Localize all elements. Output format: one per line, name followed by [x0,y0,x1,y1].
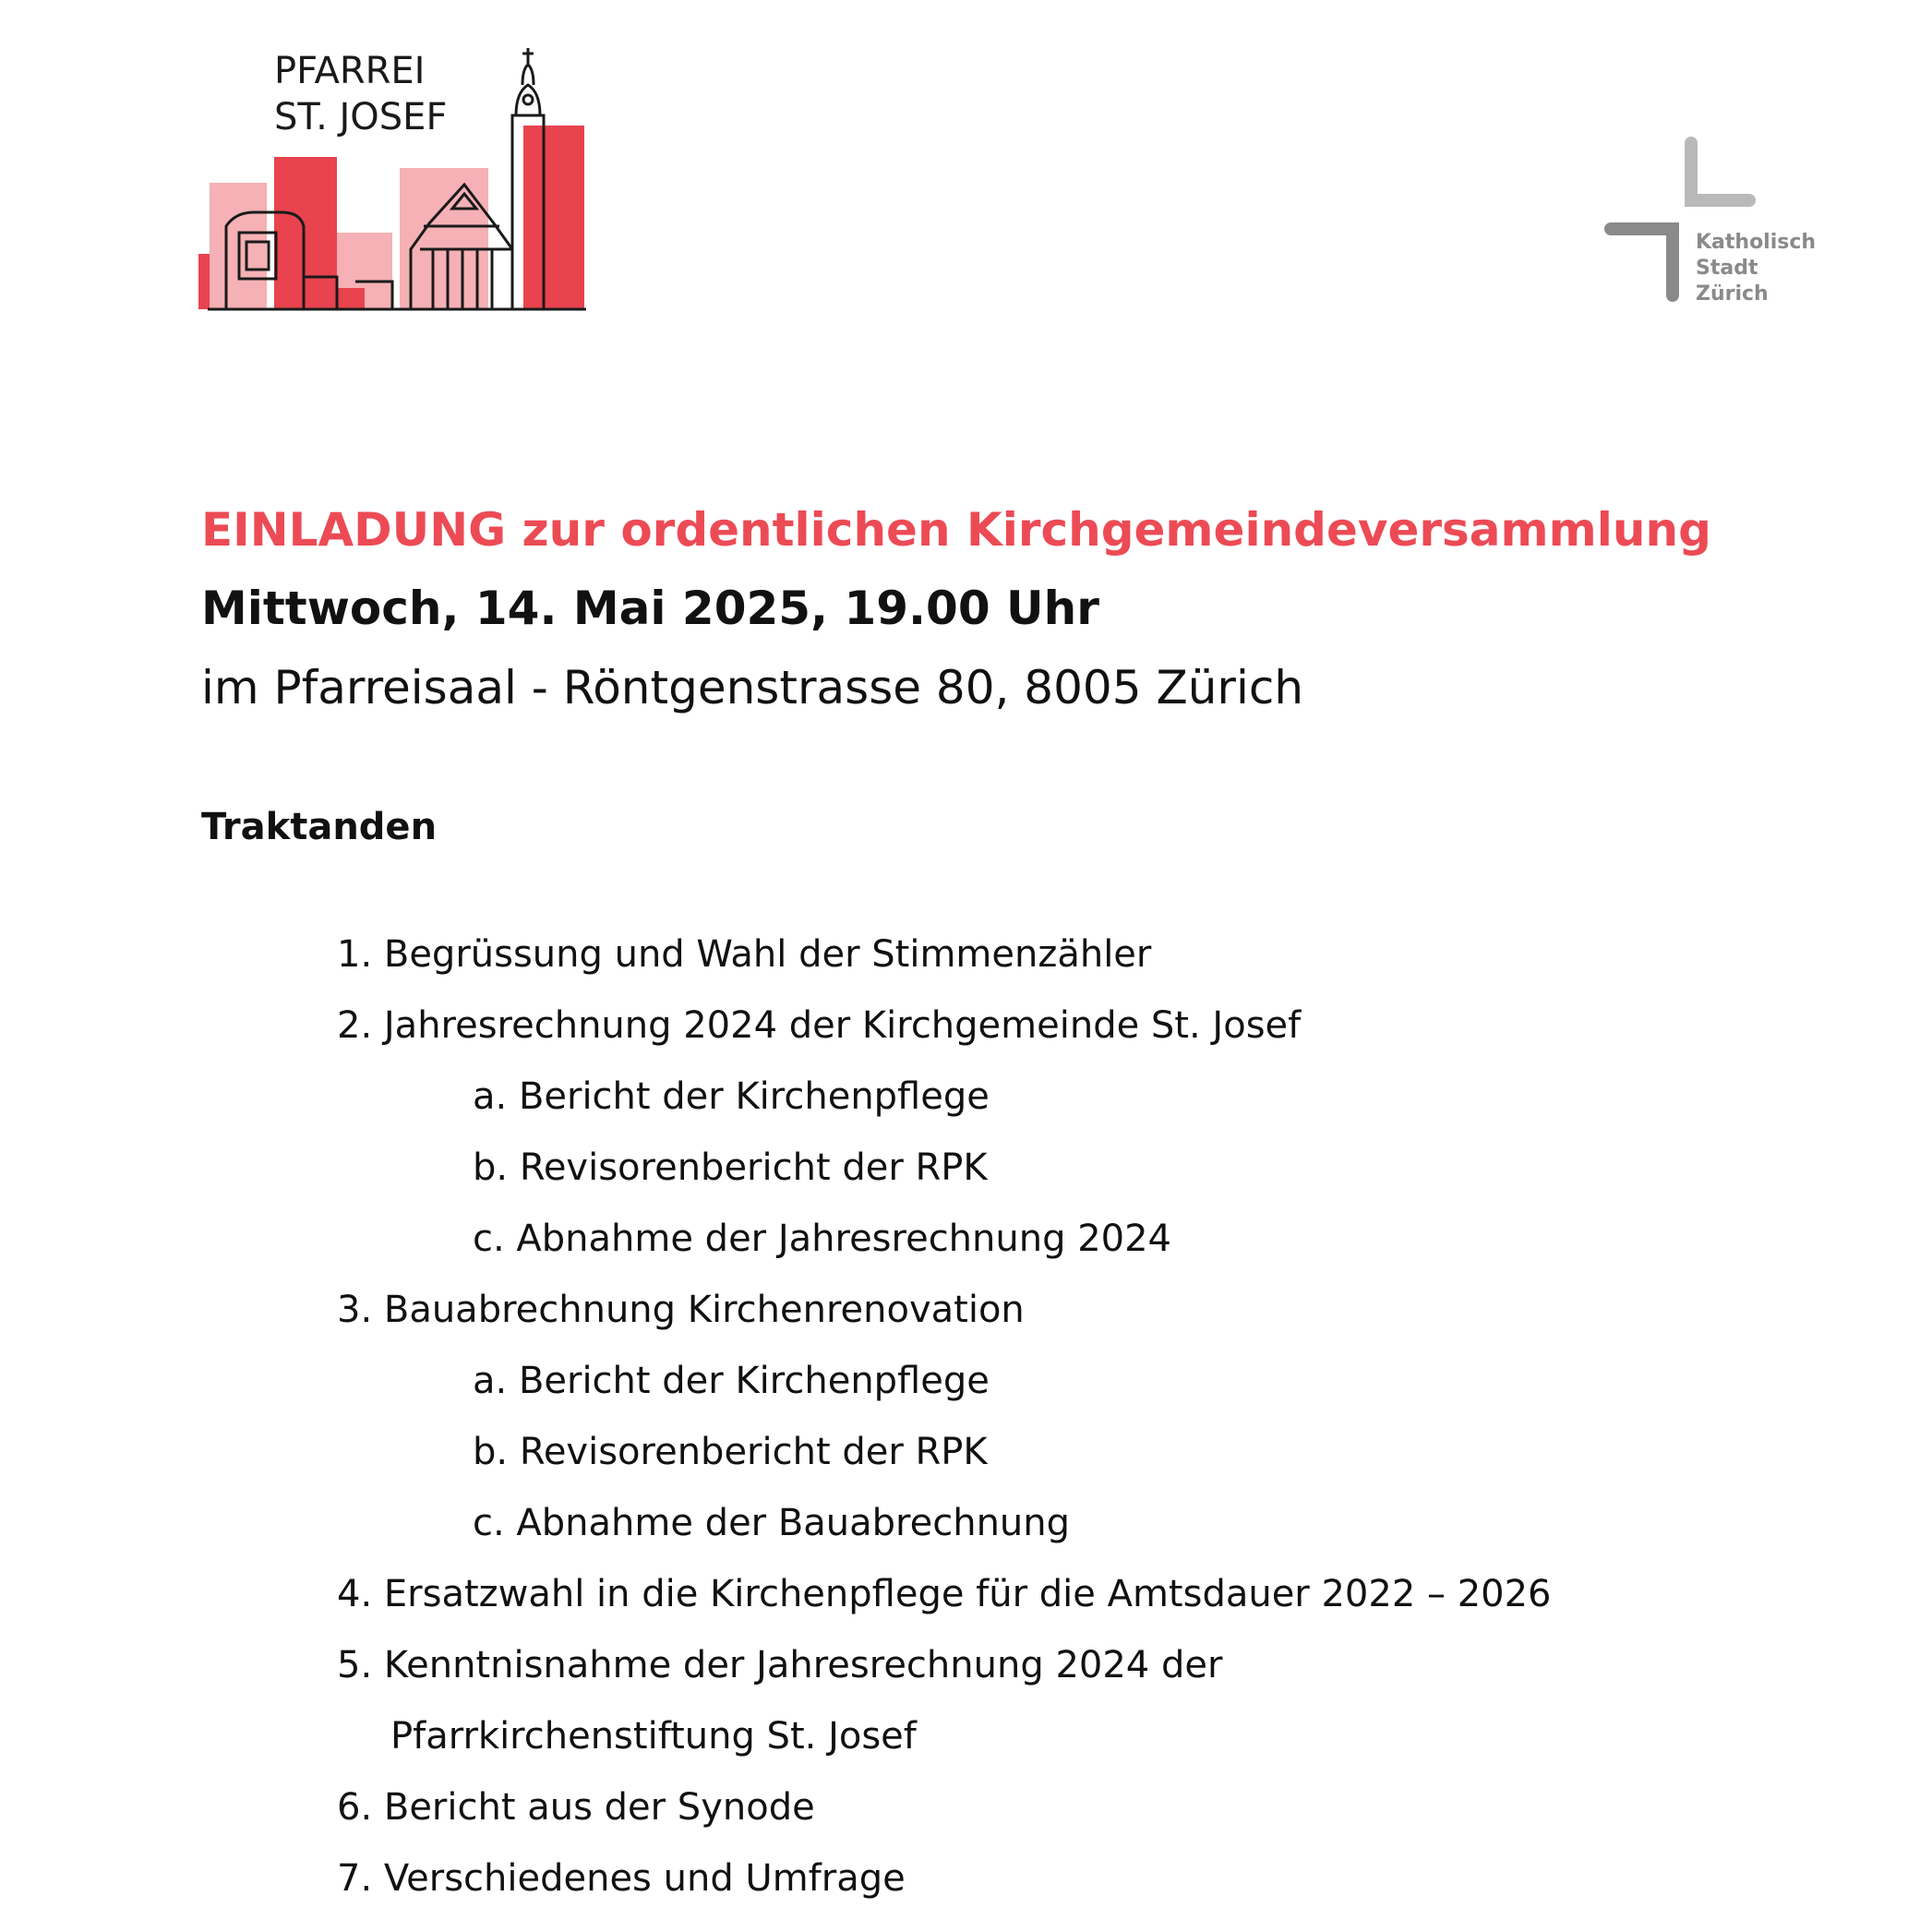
agenda-item-continuation: Pfarrkirchenstiftung St. Josef [390,1715,917,1758]
agenda-item: 4. Ersatzwahl in die Kirchenpflege für die Amtsdauer 2022 – 2026 [337,1573,1552,1615]
org-logo-line3: Zürich [1696,282,1769,306]
agenda-item: 3. Bauabrechnung Kirchenrenovation [337,1289,1025,1331]
agenda-item: 7. Verschiedenes und Umfrage [337,1857,906,1900]
agenda-item: 1. Begrüssung und Wahl der Stimmenzähler [337,933,1152,976]
agenda-subitem: b. Revisorenbericht der RPK [473,1146,988,1189]
agenda-subitem: c. Abnahme der Jahresrechnung 2024 [473,1218,1171,1260]
agenda-item: 6. Bericht aus der Synode [337,1786,815,1829]
invitation-title: EINLADUNG zur ordentlichen Kirchgemeindeversammlung [201,503,1711,557]
agenda-subitem: a. Bericht der Kirchenpflege [473,1360,990,1402]
agenda-item: 2. Jahresrechnung 2024 der Kirchgemeinde St. Josef [337,1004,1302,1047]
parish-logo-line2: ST. JOSEF [274,96,448,138]
meeting-location: im Pfarreisaal - Röntgenstrasse 80, 8005 Zürich [201,661,1304,714]
parish-logo-line1: PFARREI [274,50,426,92]
org-logo-line2: Stadt [1696,257,1758,280]
agenda-subitem: a. Bericht der Kirchenpflege [473,1075,990,1118]
meeting-date: Mittwoch, 14. Mai 2025, 19.00 Uhr [201,582,1099,635]
agenda-subitem: c. Abnahme der Bauabrechnung [473,1502,1071,1544]
agenda-subitem: b. Revisorenbericht der RPK [473,1431,988,1473]
catholic-city-logo [1602,134,1823,309]
agenda-item: 5. Kenntnisnahme der Jahresrechnung 2024 der [337,1644,1223,1686]
agenda-heading: Traktanden [201,806,438,848]
parish-logo [198,28,595,314]
org-logo-line1: Katholisch [1696,231,1817,254]
